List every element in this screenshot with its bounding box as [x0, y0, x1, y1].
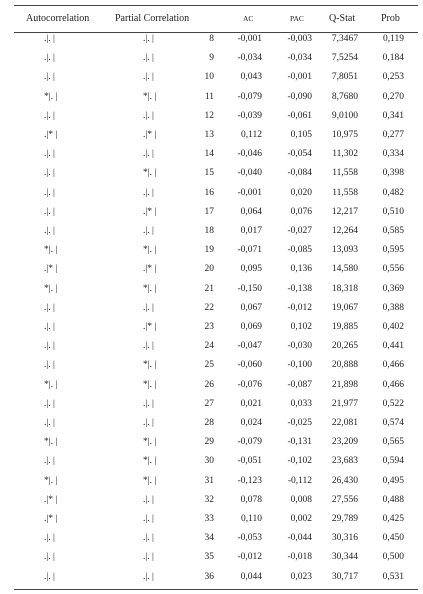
table-top-rule [14, 5, 418, 6]
table-row [0, 356, 423, 375]
q-stat-cell: 29,789 [331, 514, 358, 524]
autocorrelation-graph: .|. | [44, 110, 55, 121]
partial-correlation-graph: *|. | [143, 379, 157, 390]
header-pac: PAC [290, 14, 304, 23]
autocorrelation-graph: .|. | [44, 341, 55, 352]
pac-cell: 0,002 [290, 514, 312, 524]
prob-cell: 0,556 [382, 264, 404, 275]
table-row [0, 88, 423, 107]
header-prob: Prob [381, 13, 400, 24]
table-row [0, 164, 423, 183]
table-row [0, 548, 423, 567]
partial-correlation-graph: *|. | [143, 360, 157, 371]
q-stat-cell: 30,316 [331, 533, 358, 544]
pac-cell: -0,084 [287, 168, 312, 179]
lag-cell: 31 [204, 475, 214, 486]
partial-correlation-graph: *|. | [143, 91, 157, 102]
ac-cell: 0,024 [240, 418, 262, 428]
prob-cell: 0,253 [382, 72, 404, 83]
table-row [0, 126, 423, 145]
table-row [0, 280, 423, 299]
q-stat-cell: 8,7680 [331, 91, 358, 102]
pac-cell: -0,054 [287, 149, 312, 160]
autocorrelation-graph: .|. | [44, 206, 55, 217]
prob-cell: 0,402 [382, 322, 404, 332]
autocorrelation-graph: .|* | [44, 494, 58, 505]
ac-cell: -0,123 [237, 475, 262, 486]
ac-cell: -0,076 [237, 379, 262, 390]
autocorrelation-graph: .|. | [44, 398, 55, 409]
pac-cell: -0,112 [287, 475, 312, 486]
ac-cell: 0,067 [240, 302, 262, 313]
table-row [0, 30, 423, 49]
ac-cell: -0,040 [237, 168, 262, 179]
autocorrelation-graph: .|. | [44, 34, 55, 44]
lag-cell: 20 [204, 264, 214, 275]
lag-cell: 12 [204, 110, 214, 121]
ac-cell: 0,069 [240, 322, 262, 332]
lag-cell: 26 [204, 379, 214, 390]
lag-cell: 30 [204, 456, 214, 467]
pac-cell: 0,023 [290, 571, 312, 582]
table-row [0, 49, 423, 68]
lag-cell: 9 [209, 53, 214, 64]
ac-cell: -0,039 [237, 110, 262, 121]
autocorrelation-graph: *|. | [44, 245, 58, 256]
q-stat-cell: 19,885 [331, 322, 358, 332]
q-stat-cell: 19,067 [331, 302, 358, 313]
ac-cell: 0,064 [240, 206, 262, 217]
ac-cell: -0,071 [237, 245, 262, 256]
ac-cell: -0,079 [237, 437, 262, 448]
q-stat-cell: 12,264 [331, 226, 358, 236]
q-stat-cell: 7,3467 [331, 34, 358, 44]
q-stat-cell: 30,344 [331, 552, 358, 563]
prob-cell: 0,565 [382, 437, 404, 448]
prob-cell: 0,585 [382, 226, 404, 236]
autocorrelation-graph: .|. | [44, 187, 55, 198]
autocorrelation-graph: *|. | [44, 475, 58, 486]
prob-cell: 0,441 [382, 341, 404, 352]
ac-cell: -0,012 [237, 552, 262, 563]
lag-cell: 23 [204, 322, 214, 332]
partial-correlation-graph: .|. | [143, 72, 154, 83]
q-stat-cell: 13,093 [331, 245, 358, 256]
pac-cell: -0,044 [287, 533, 312, 544]
partial-correlation-graph: .|* | [143, 130, 157, 140]
lag-cell: 15 [204, 168, 214, 179]
autocorrelation-graph: *|. | [44, 91, 58, 102]
partial-correlation-graph: .|. | [143, 187, 154, 198]
lag-cell: 19 [204, 245, 214, 256]
pac-cell: -0,034 [287, 53, 312, 64]
partial-correlation-graph: *|. | [143, 245, 157, 256]
lag-cell: 34 [204, 533, 214, 544]
partial-correlation-graph: .|* | [143, 206, 157, 217]
q-stat-cell: 11,558 [332, 168, 358, 179]
pac-cell: 0,020 [290, 187, 312, 198]
prob-cell: 0,425 [382, 514, 404, 524]
q-stat-cell: 30,717 [331, 571, 358, 582]
autocorrelation-graph: .|. | [44, 226, 55, 236]
prob-cell: 0,466 [382, 360, 404, 371]
prob-cell: 0,595 [382, 245, 404, 256]
ac-cell: 0,110 [240, 514, 262, 524]
table-row [0, 491, 423, 510]
partial-correlation-graph: *|. | [143, 168, 157, 179]
autocorrelation-graph: .|. | [44, 456, 55, 467]
partial-correlation-graph: *|. | [143, 437, 157, 448]
q-stat-cell: 7,5254 [331, 53, 358, 64]
autocorrelation-graph: .|* | [44, 264, 58, 275]
lag-cell: 13 [204, 130, 214, 140]
ac-cell: -0,046 [237, 149, 262, 160]
prob-cell: 0,184 [382, 53, 404, 64]
partial-correlation-graph: .|* | [143, 264, 157, 275]
autocorrelation-graph: *|. | [44, 437, 58, 448]
q-stat-cell: 9,0100 [331, 110, 358, 121]
lag-cell: 29 [204, 437, 214, 448]
ac-cell: 0,021 [240, 398, 262, 409]
table-row [0, 433, 423, 452]
table-row [0, 184, 423, 203]
lag-cell: 28 [204, 418, 214, 428]
lag-cell: 16 [204, 187, 214, 198]
ac-cell: -0,001 [237, 187, 262, 198]
q-stat-cell: 20,888 [331, 360, 358, 371]
table-row [0, 318, 423, 337]
autocorrelation-graph: .|. | [44, 149, 55, 160]
header-autocorrelation: Autocorrelation [26, 13, 90, 24]
partial-correlation-graph: .|. | [143, 494, 154, 505]
lag-cell: 33 [204, 514, 214, 524]
autocorrelation-graph: .|. | [44, 360, 55, 371]
pac-cell: 0,033 [290, 398, 312, 409]
autocorrelation-graph: *|. | [44, 379, 58, 390]
table-row [0, 395, 423, 414]
lag-cell: 10 [204, 72, 214, 83]
partial-correlation-graph: .|. | [143, 514, 154, 524]
pac-cell: -0,085 [287, 245, 312, 256]
prob-cell: 0,369 [382, 283, 404, 294]
prob-cell: 0,522 [382, 398, 404, 409]
prob-cell: 0,510 [382, 206, 404, 217]
partial-correlation-graph: *|. | [143, 283, 157, 294]
ac-cell: -0,060 [237, 360, 262, 371]
autocorrelation-graph: .|* | [44, 514, 58, 524]
table-row [0, 472, 423, 491]
partial-correlation-graph: .|. | [143, 110, 154, 121]
ac-cell: 0,044 [240, 571, 262, 582]
q-stat-cell: 21,977 [331, 398, 358, 409]
table-row [0, 241, 423, 260]
lag-cell: 32 [204, 494, 214, 505]
prob-cell: 0,500 [382, 552, 404, 563]
ac-cell: 0,112 [240, 130, 262, 140]
q-stat-cell: 11,558 [332, 187, 358, 198]
table-row [0, 260, 423, 279]
prob-cell: 0,574 [382, 418, 404, 428]
lag-cell: 8 [209, 34, 214, 44]
table-row [0, 337, 423, 356]
pac-cell: -0,018 [287, 552, 312, 563]
q-stat-cell: 23,209 [331, 437, 358, 448]
pac-cell: -0,087 [287, 379, 312, 390]
table-row [0, 376, 423, 395]
table-row [0, 107, 423, 126]
pac-cell: -0,003 [287, 34, 312, 44]
q-stat-cell: 21,898 [331, 379, 358, 390]
lag-cell: 36 [204, 571, 214, 582]
autocorrelation-graph: .|. | [44, 53, 55, 64]
pac-cell: 0,102 [290, 322, 312, 332]
partial-correlation-graph: .|* | [143, 322, 157, 332]
table-row [0, 414, 423, 433]
header-ac: AC [243, 14, 254, 23]
ac-cell: -0,034 [237, 53, 262, 64]
q-stat-cell: 10,975 [331, 130, 358, 140]
ac-cell: 0,043 [240, 72, 262, 83]
table-row [0, 145, 423, 164]
prob-cell: 0,334 [382, 149, 404, 160]
lag-cell: 14 [204, 149, 214, 160]
ac-cell: -0,079 [237, 91, 262, 102]
pac-cell: 0,008 [290, 494, 312, 505]
pac-cell: -0,012 [287, 302, 312, 313]
partial-correlation-graph: .|. | [143, 398, 154, 409]
pac-cell: -0,090 [287, 91, 312, 102]
q-stat-cell: 18,318 [331, 283, 358, 294]
partial-correlation-graph: .|. | [143, 571, 154, 582]
table-row [0, 222, 423, 241]
ac-cell: -0,051 [237, 456, 262, 467]
pac-cell: -0,001 [287, 72, 312, 83]
pac-cell: -0,100 [287, 360, 312, 371]
autocorrelation-graph: .|. | [44, 533, 55, 544]
table-row [0, 203, 423, 222]
prob-cell: 0,488 [382, 494, 404, 505]
autocorrelation-graph: .|. | [44, 322, 55, 332]
pac-cell: 0,076 [290, 206, 312, 217]
prob-cell: 0,277 [382, 130, 404, 140]
autocorrelation-graph: .|* | [44, 130, 58, 140]
header-partial-correlation: Partial Correlation [115, 13, 190, 24]
table-row [0, 510, 423, 529]
q-stat-cell: 20,265 [331, 341, 358, 352]
ac-cell: -0,001 [237, 34, 262, 44]
autocorrelation-graph: .|. | [44, 552, 55, 563]
lag-cell: 35 [204, 552, 214, 563]
partial-correlation-graph: .|. | [143, 53, 154, 64]
pac-cell: 0,136 [290, 264, 312, 275]
prob-cell: 0,482 [382, 187, 404, 198]
prob-cell: 0,531 [382, 571, 404, 582]
prob-cell: 0,450 [382, 533, 404, 544]
lag-cell: 18 [204, 226, 214, 236]
autocorrelation-graph: *|. | [44, 283, 58, 294]
pac-cell: -0,061 [287, 110, 312, 121]
lag-cell: 24 [204, 341, 214, 352]
partial-correlation-graph: .|. | [143, 552, 154, 563]
pac-cell: -0,131 [287, 437, 312, 448]
partial-correlation-graph: *|. | [143, 456, 157, 467]
partial-correlation-graph: .|. | [143, 533, 154, 544]
q-stat-cell: 22,081 [331, 418, 358, 428]
table-bottom-rule [14, 589, 418, 590]
autocorrelation-graph: .|. | [44, 418, 55, 428]
ac-cell: -0,150 [237, 283, 262, 294]
pac-cell: -0,025 [287, 418, 312, 428]
partial-correlation-graph: *|. | [143, 475, 157, 486]
autocorrelation-graph: .|. | [44, 571, 55, 582]
autocorrelation-graph: .|. | [44, 168, 55, 179]
lag-cell: 17 [204, 206, 214, 217]
ac-cell: 0,017 [240, 226, 262, 236]
lag-cell: 11 [204, 91, 214, 102]
partial-correlation-graph: .|. | [143, 418, 154, 428]
ac-cell: 0,095 [240, 264, 262, 275]
ac-cell: 0,078 [240, 494, 262, 505]
lag-cell: 27 [204, 398, 214, 409]
autocorrelation-graph: .|. | [44, 72, 55, 83]
q-stat-cell: 14,580 [331, 264, 358, 275]
ac-cell: -0,053 [237, 533, 262, 544]
partial-correlation-graph: .|. | [143, 302, 154, 313]
pac-cell: -0,138 [287, 283, 312, 294]
prob-cell: 0,341 [382, 110, 404, 121]
q-stat-cell: 11,302 [332, 149, 358, 160]
header-q-stat: Q-Stat [329, 13, 356, 24]
lag-cell: 25 [204, 360, 214, 371]
ac-cell: -0,047 [237, 341, 262, 352]
table-row [0, 68, 423, 87]
pac-cell: 0,105 [290, 130, 312, 140]
table-row [0, 529, 423, 548]
partial-correlation-graph: .|. | [143, 149, 154, 160]
pac-cell: -0,102 [287, 456, 312, 467]
table-row [0, 568, 423, 587]
prob-cell: 0,594 [382, 456, 404, 467]
prob-cell: 0,270 [382, 91, 404, 102]
q-stat-cell: 26,430 [331, 475, 358, 486]
pac-cell: -0,030 [287, 341, 312, 352]
prob-cell: 0,495 [382, 475, 404, 486]
prob-cell: 0,119 [382, 34, 404, 44]
table-row [0, 299, 423, 318]
prob-cell: 0,466 [382, 379, 404, 390]
q-stat-cell: 23,683 [331, 456, 358, 467]
prob-cell: 0,388 [382, 302, 404, 313]
autocorrelation-graph: .|. | [44, 302, 55, 313]
partial-correlation-graph: .|. | [143, 226, 154, 236]
q-stat-cell: 12,217 [331, 206, 358, 217]
pac-cell: -0,027 [287, 226, 312, 236]
q-stat-cell: 27,556 [331, 494, 358, 505]
partial-correlation-graph: .|. | [143, 34, 154, 44]
table-row [0, 452, 423, 471]
lag-cell: 22 [204, 302, 214, 313]
q-stat-cell: 7,8051 [331, 72, 358, 83]
lag-cell: 21 [204, 283, 214, 294]
partial-correlation-graph: .|. | [143, 341, 154, 352]
prob-cell: 0,398 [382, 168, 404, 179]
